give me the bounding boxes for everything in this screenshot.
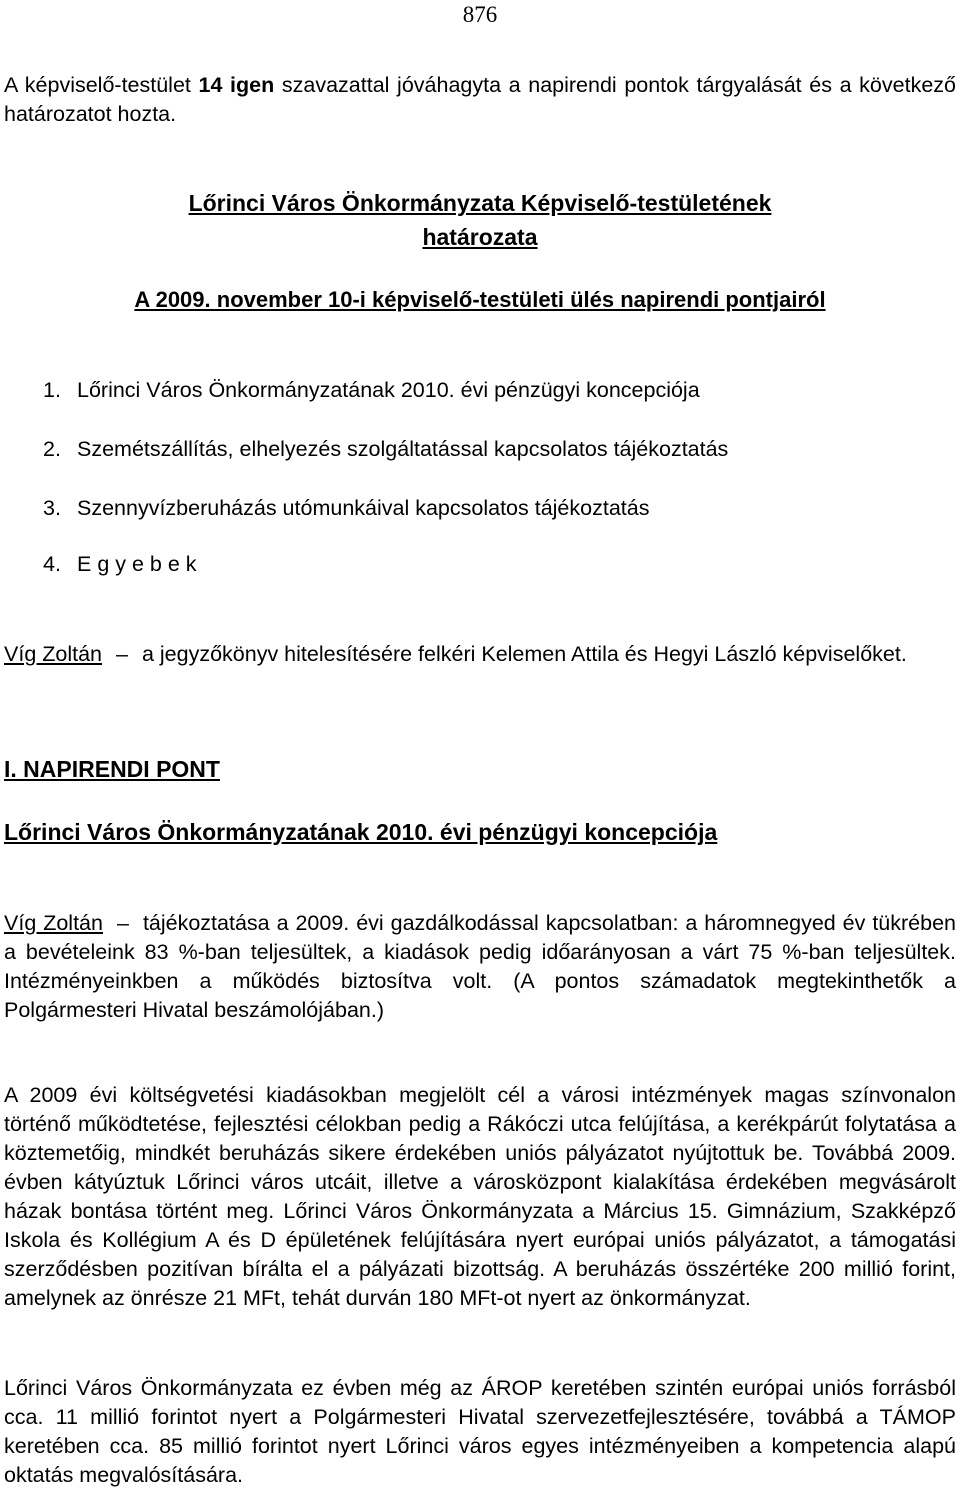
agenda-point-heading: I. NAPIRENDI PONT — [4, 756, 220, 782]
minutes-speaker: Víg Zoltán — [4, 642, 102, 666]
funding-paragraph: Lőrinci Város Önkormányzata ez évben még az ÁROP keretében szintén európai uniós forrásból cca. 11 millió forintot nyert a Polgármesteri Hivatal szervezetfejlesztésére, továbbá a TÁMOP keretében cca. 85 millió forintot nyert Lőrinci város egyes intézményeiben a kompetencia alapú oktatás megvalósítására. — [4, 1376, 956, 1487]
resolution-subtitle: A 2009. november 10-i képviselő-testületi ülés napirendi pontjairól — [134, 287, 826, 312]
agenda-point-title: Lőrinci Város Önkormányzatának 2010. évi pénzügyi koncepciója — [4, 819, 718, 845]
minutes-dash: – — [116, 642, 128, 666]
resolution-title — [0, 186, 960, 254]
report-paragraph — [4, 909, 956, 1025]
minutes-paragraph — [4, 640, 956, 669]
agenda-item-number: 2. — [43, 437, 61, 461]
agenda-item-number: 3. — [43, 496, 61, 520]
intro-paragraph — [4, 71, 956, 129]
resolution-title-line2: határozata — [422, 224, 538, 250]
agenda-item — [43, 378, 700, 403]
intro-before: A képviselő-testület — [4, 73, 199, 97]
agenda-item — [43, 496, 649, 521]
intro-after: szavazattal jóváhagyta a napirendi pontok tárgyalását és a következő határozatot hozta. — [4, 73, 956, 126]
minutes-text: a jegyzőkönyv hitelesítésére felkéri Kelemen Attila és Hegyi László képviselőket. — [141, 642, 907, 666]
agenda-item-number: 4. — [43, 552, 61, 576]
report-dash: – — [116, 911, 129, 935]
agenda-item — [43, 552, 197, 577]
agenda-item-number: 1. — [43, 378, 61, 402]
intro-votes: 14 igen — [198, 73, 275, 97]
agenda-item-text: Szemétszállítás, elhelyezés szolgáltatással kapcsolatos tájékoztatás — [77, 437, 729, 461]
agenda-item-text: Lőrinci Város Önkormányzatának 2010. évi pénzügyi koncepciója — [77, 378, 700, 402]
budget-paragraph: A 2009 évi költségvetési kiadásokban megjelölt cél a városi intézmények magas színvonalon történő működtetése, fejlesztési célokban pedig a Rákóczi utca felújítása, a kerékpárút folytatása a köztemetőig, mindkét beruházás sikere érdekében uniós pályázatot nyújtottuk be. Továbbá 2009. évben kátyúztuk Lőrinci város utcáit, illetve a városközpont kialakítása érdekében megvásárolt házak bontása történt meg. Lőrinci Város Önkormányzata a Március 15. Gimnázium, Szakképző Iskola és Kollégium A és D épületének felújítására nyert európai uniós pályázatot, a támogatási szerződésben pozitívan bírálta el a pályázati bizottság. A beruházás összértéke 200 millió forint, amelynek az önrésze 21 MFt, tehát durván 180 MFt-ot nyert az önkormányzat. — [4, 1083, 956, 1310]
agenda-item — [43, 437, 728, 462]
agenda-item-text: E g y e b e k — [77, 552, 197, 576]
page-number: 876 — [462, 2, 498, 27]
agenda-item-text: Szennyvízberuházás utómunkáival kapcsolatos tájékoztatás — [77, 496, 650, 520]
report-speaker: Víg Zoltán — [4, 911, 103, 935]
resolution-title-line1: Lőrinci Város Önkormányzata Képviselő-testületének — [188, 190, 772, 216]
report-text: tájékoztatása a 2009. évi gazdálkodással kapcsolatban: a háromnegyed év tükrében a bevételeink 83 %-ban teljesültek, a kiadások pedig időarányosan a várt 75 %-ban teljesültek. Intézményeinkben a működés biztosítva volt. (A pontos számadatok megtekinthetők a Polgármesteri Hivatal beszámolójában.) — [4, 911, 956, 1022]
